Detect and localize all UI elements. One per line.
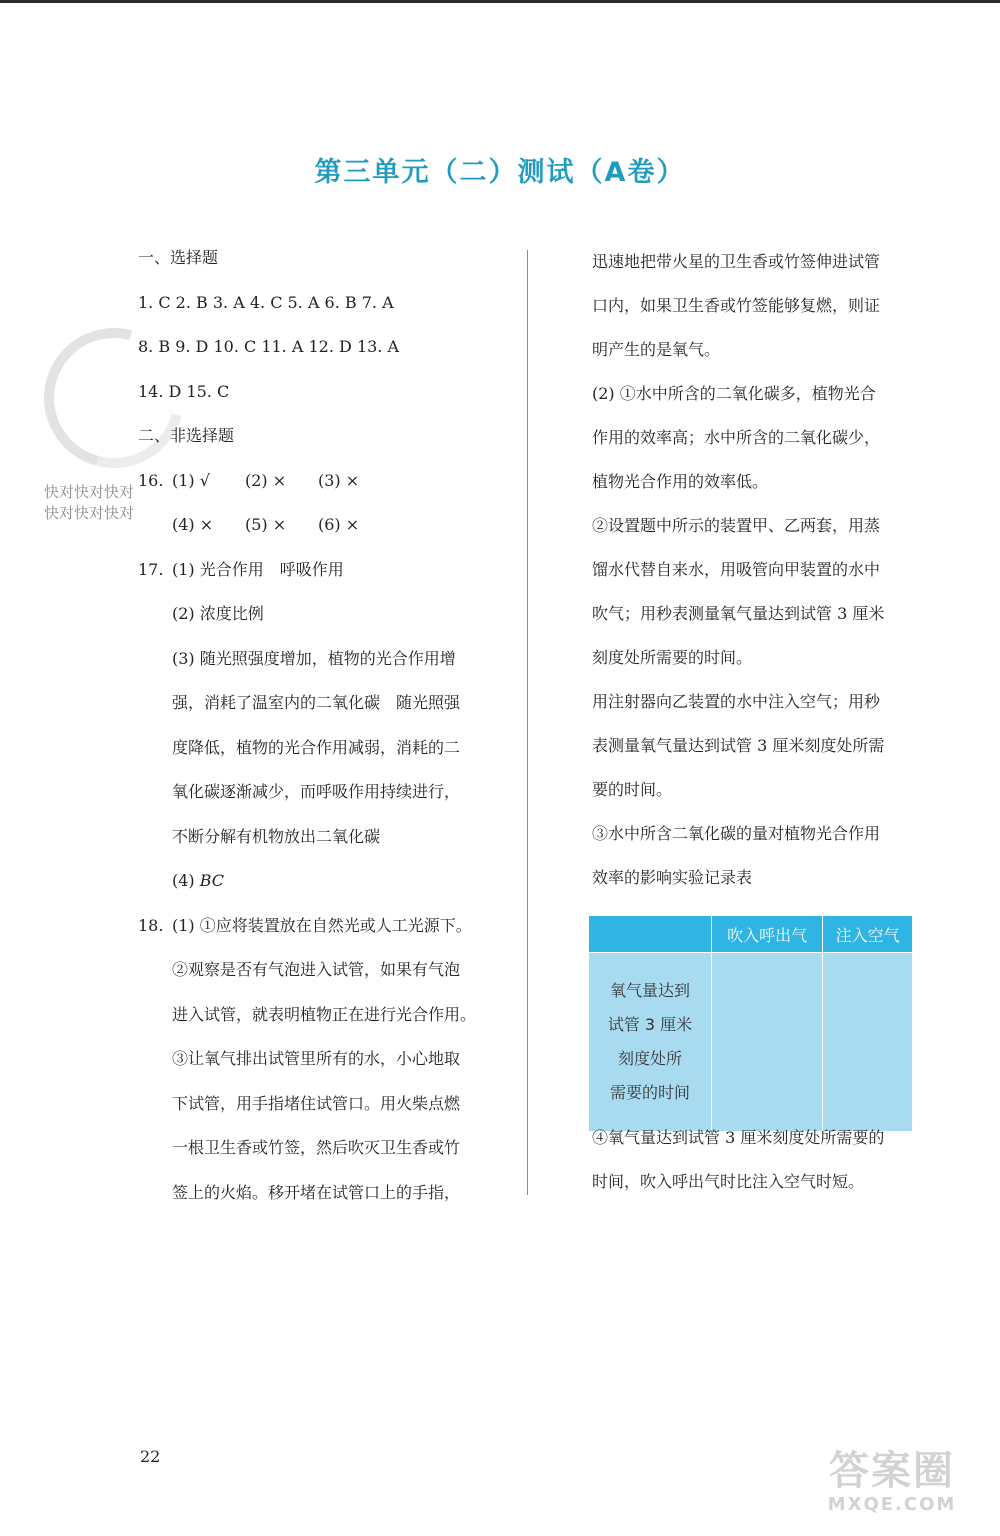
q17-line [138, 548, 508, 593]
answer-line: 时间，吹入呼出气时比注入空气时短。 [592, 1172, 865, 1191]
q18-answer: ②观察是否有气泡进入试管，如果有气泡 [172, 960, 461, 979]
q17-answer: 度降低，植物的光合作用减弱，消耗的二 [172, 737, 461, 757]
q17-answer: (3) 随光照强度增加，植物的光合作用增 [172, 648, 456, 668]
answer-line: 要的时间。 [592, 780, 673, 799]
table-header-row [589, 916, 912, 953]
page-title: 第三单元（二）测试（A卷） [314, 157, 686, 188]
judge-answer: (6) × [318, 515, 360, 534]
top-rule [0, 0, 1000, 3]
q18-number: 18. [138, 915, 164, 935]
watermark-logo [802, 1448, 982, 1528]
q17-answer: (1) 光合作用 呼吸作用 [172, 559, 344, 579]
choice-answers-line: 14. D 15. C [138, 381, 230, 401]
q17-answer-4 [138, 859, 508, 904]
answer-line: ②设置题中所示的装置甲、乙两套，用蒸 [592, 516, 881, 535]
q18-answer: ③让氧气排出试管里所有的水，小心地取 [172, 1049, 461, 1068]
answer-line: 馏水代替自来水，用吸管向甲装置的水中 [592, 560, 881, 579]
answer-line: ③水中所含二氧化碳的量对植物光合作用 [592, 824, 881, 843]
answer-line: 吹气；用秒表测量氧气量达到试管 3 厘米 [592, 604, 885, 623]
q16-number: 16. [138, 470, 164, 490]
choice-answers-line: 1. C 2. B 3. A 4. C 5. A 6. B 7. A [138, 292, 394, 312]
q17-sub-value: BC [199, 871, 225, 890]
answer-line: 表测量氧气量达到试管 3 厘米刻度处所需 [592, 736, 885, 755]
judge-answer: (1) √ [172, 470, 210, 490]
judge-answer: (2) × [245, 470, 287, 490]
experiment-record-table [589, 916, 912, 1131]
judge-answer: (5) × [245, 515, 287, 534]
answer-line: 迅速地把带火星的卫生香或竹签伸进试管 [592, 252, 881, 271]
answer-line: 植物光合作用的效率低。 [592, 472, 769, 491]
answer-line: (2) ①水中所含的二氧化碳多，植物光合 [592, 384, 876, 403]
answer-line: 明产生的是氧气。 [592, 340, 721, 359]
section-heading-choice: 一、选择题 [138, 248, 219, 267]
q17-answer: 不断分解有机物放出二氧化碳 [172, 826, 381, 846]
watermark-url: MXQE.COM [827, 1494, 957, 1515]
q18-answer: 进入试管，就表明植物正在进行光合作用。 [172, 1004, 477, 1024]
table-cell-empty [823, 953, 912, 1132]
column-divider [527, 250, 528, 1195]
judge-answer: (3) × [318, 470, 360, 490]
right-column-tail [592, 1116, 932, 1204]
q17-sub-label: (4) [172, 871, 200, 890]
table-row-label: 氧气量达到 试管 3 厘米 刻度处所 需要的时间 [589, 953, 712, 1132]
judge-answer: (4) × [172, 515, 214, 534]
table-row [589, 953, 912, 1132]
q18-answer: 下试管，用手指堵住试管口。用火柴点燃 [172, 1093, 461, 1113]
right-column [592, 240, 932, 900]
choice-answers-line: 8. B 9. D 10. C 11. A 12. D 13. A [138, 337, 400, 356]
q17-number: 17. [138, 559, 164, 579]
answer-line: ④氧气量达到试管 3 厘米刻度处所需要的 [592, 1128, 885, 1147]
q17-answer: (2) 浓度比例 [172, 604, 264, 623]
section-heading-nonchoice: 二、非选择题 [138, 426, 235, 445]
answer-line: 效率的影响实验记录表 [592, 868, 753, 887]
watermark-text: 答案圈 [829, 1448, 955, 1494]
table-header-cell: 注入空气 [823, 916, 912, 953]
stamp-text: 快对快对快对 快对快对快对 [44, 483, 135, 522]
answer-line: 刻度处所需要的时间。 [592, 648, 753, 667]
q18-answer: 一根卫生香或竹签，然后吹灭卫生香或竹 [172, 1138, 461, 1157]
q16-row [138, 459, 508, 504]
table-header-cell [589, 916, 712, 953]
answer-line: 作用的效率高；水中所含的二氧化碳少， [592, 428, 881, 447]
q18-answer: 签上的火焰。移开堵在试管口上的手指， [172, 1182, 461, 1202]
table-cell-empty [712, 953, 823, 1132]
left-column [138, 236, 508, 1215]
q16-row [138, 503, 508, 548]
answer-line: 用注射器向乙装置的水中注入空气；用秒 [592, 692, 881, 711]
page-number: 22 [140, 1447, 161, 1466]
table-header-cell: 吹入呼出气 [712, 916, 823, 953]
q18-line [138, 904, 508, 949]
answer-line: 口内，如果卫生香或竹签能够复燃，则证 [592, 296, 881, 315]
q18-answer: (1) ①应将装置放在自然光或人工光源下。 [172, 915, 472, 935]
q17-answer: 强，消耗了温室内的二氧化碳 随光照强 [172, 693, 461, 712]
q17-answer: 氧化碳逐渐减少，而呼吸作用持续进行， [172, 782, 461, 801]
